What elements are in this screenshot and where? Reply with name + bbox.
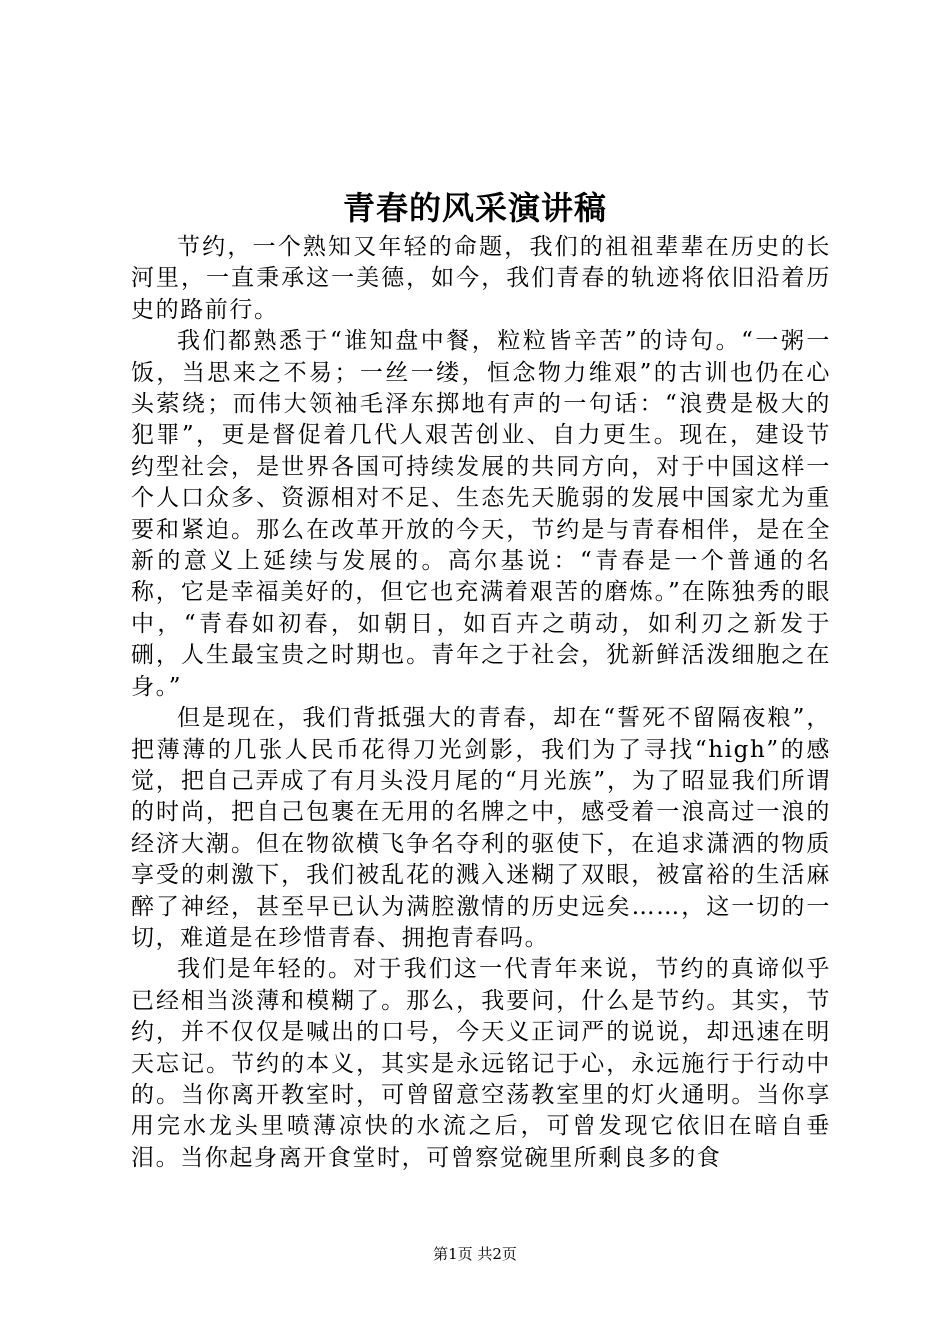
paragraph-3: 但是现在，我们背抵强大的青春，却在“誓死不留隔夜粮”，把薄薄的几张人民币花得刀光剑影，我们为了寻找“high”的感觉，把自己弄成了有月头没月尾的“月光族”，为了昭显我们所谓的时尚，把自己包裹在无用的名牌之中，感受着一浪高过一浪的经济大潮。但在物欲横飞争名夺利的驱使下，在追求潇洒的物质享受的刺激下，我们被乱花的溅入迷糊了双眼，被富裕的生活麻醉了神经，甚至早已认为满腔激情的历史远矣……，这一切的一切，难道是在珍惜青春、拥抱青春吗。 [131,705,831,951]
page-number-indicator: 第1页 共2页 [433,1245,517,1263]
paragraph-4: 我们是年轻的。对于我们这一代青年来说，节约的真谛似乎已经相当淡薄和模糊了。那么，我要问，什么是节约。其实，节约，并不仅仅是喊出的口号，今天义正词严的说说，却迅速在明天忘记。节约的本义，其实是永远铭记于心，永远施行于行动中的。当你离开教室时，可曾留意空荡教室里的灯火通明。当你享用完水龙头里喷薄凉快的水流之后，可曾发现它依旧在暗自垂泪。当你起身离开食堂时，可曾察觉碗里所剩良多的食 [131,956,831,1171]
paragraph-2: 我们都熟悉于“谁知盘中餐，粒粒皆辛苦”的诗句。“一粥一饭，当思来之不易；一丝一缕，恒念物力维艰”的古训也仍在心头萦绕；而伟大领袖毛泽东掷地有声的一句话：“浪费是极大的犯罪”，更是督促着几代人艰苦创业、自力更生。现在，建设节约型社会，是世界各国可持续发展的共同方向，对于中国这样一个人口众多、资源相对不足、生态先天脆弱的发展中国家尤为重要和紧迫。那么在改革开放的今天，节约是与青春相伴，是在全新的意义上延续与发展的。高尔基说：“青春是一个普通的名称，它是幸福美好的，但它也充满着艰苦的磨炼。”在陈独秀的眼中，“青春如初春，如朝日，如百卉之萌动，如利刃之新发于硎，人生最宝贵之时期也。青年之于社会，犹新鲜活泼细胞之在身。” [131,328,831,700]
document-body [131,232,831,1174]
document-title: 青春的风采演讲稿 [342,189,607,227]
paragraph-1: 节约，一个熟知又年轻的命题，我们的祖祖辈辈在历史的长河里，一直秉承这一美德，如今，我们青春的轨迹将依旧沿着历史的路前行。 [131,234,831,323]
page-footer [0,1244,950,1264]
